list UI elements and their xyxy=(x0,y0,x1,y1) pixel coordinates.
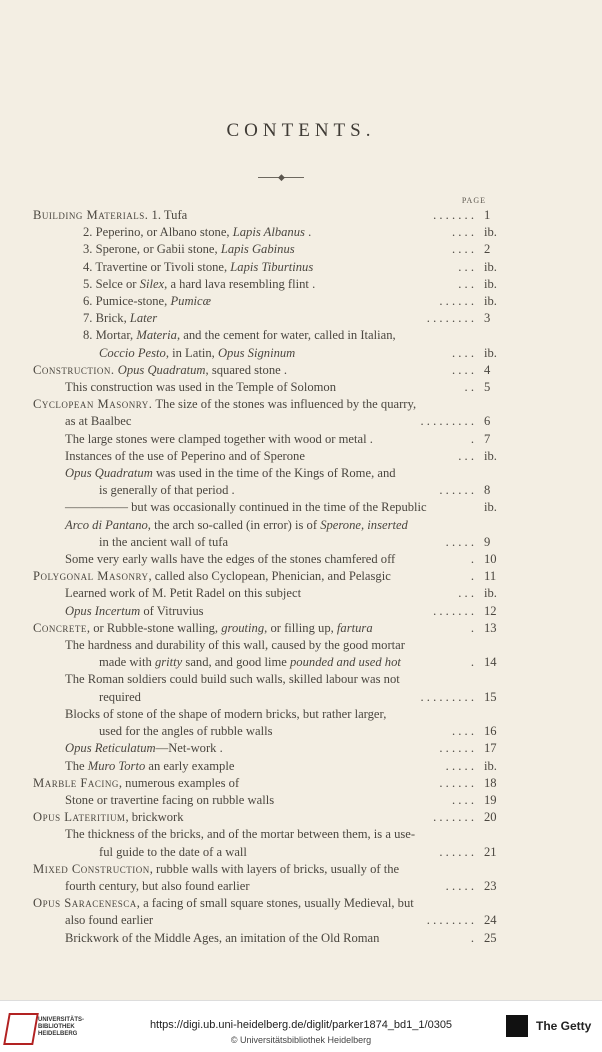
toc-entry xyxy=(33,482,491,499)
toc-entry-text: Marble Facing, numerous examples of xyxy=(33,775,240,790)
toc-entry-text: used for the angles of rubble walls xyxy=(99,724,273,739)
toc-entry-text: Opus Lateritium, brickwork xyxy=(33,810,184,825)
toc-entry xyxy=(33,345,497,362)
toc-page-number: 10 xyxy=(484,552,497,567)
toc-entry xyxy=(33,396,488,413)
toc-entry-text: Cyclopean Masonry. The size of the stones was influenced by the quarry, xyxy=(33,397,417,412)
toc-entry xyxy=(33,637,488,654)
toc-page-number: 11 xyxy=(484,569,497,584)
leader-dots: . xyxy=(470,552,474,567)
leader-dots: . . . . xyxy=(451,724,474,739)
toc-entry xyxy=(33,293,497,310)
leader-dots: . . . xyxy=(458,448,474,463)
toc-entry xyxy=(33,327,488,344)
toc-entry xyxy=(33,895,488,912)
toc-entry-text: Learned work of M. Petit Radel on this subject xyxy=(65,586,302,601)
contents-heading: CONTENTS. xyxy=(226,120,376,141)
leader-dots: . . . . . . . xyxy=(433,603,474,618)
leader-dots: . xyxy=(470,620,474,635)
toc-page-number: 5 xyxy=(484,380,491,395)
toc-page-number: 25 xyxy=(484,930,497,945)
leader-dots: . . . . . xyxy=(445,878,474,893)
toc-page-number: ib. xyxy=(484,500,497,515)
toc-entry-text: fourth century, but also found earlier xyxy=(65,878,250,893)
toc-entry xyxy=(33,499,497,516)
copyright-notice: © Universitätsbibliothek Heidelberg xyxy=(230,1035,372,1045)
toc-page-number: 12 xyxy=(484,603,497,618)
toc-entry-text: 6. Pumice-stone, Pumicæ xyxy=(83,294,212,309)
toc-entry xyxy=(33,534,491,551)
toc-entry-text: Polygonal Masonry, called also Cyclopean, Phenician, and Pelasgic xyxy=(33,569,391,584)
toc-entry-text: Opus Reticulatum—Net-work . xyxy=(65,741,223,756)
toc-entry-text: The large stones were clamped together with wood or metal . xyxy=(65,431,373,446)
leader-dots: . xyxy=(470,655,474,670)
toc-entry xyxy=(33,689,497,706)
partner-name: The Getty xyxy=(536,1019,592,1033)
toc-entry xyxy=(33,620,497,637)
toc-page-number: 23 xyxy=(484,878,497,893)
toc-page-number: 19 xyxy=(484,792,497,807)
leader-dots: . . . . . . . . xyxy=(426,311,474,326)
toc-entry-text: 2. Peperino, or Albano stone, Lapis Albanus . xyxy=(83,225,312,240)
library-line-3: HEIDELBERG xyxy=(38,1031,78,1037)
leader-dots: . xyxy=(470,431,474,446)
leader-dots: . . xyxy=(464,380,474,395)
toc-entry xyxy=(33,379,491,396)
permalink-url[interactable]: https://digi.ub.uni-heidelberg.de/diglit/parker1874_bd1_1/0305 xyxy=(149,1019,453,1031)
toc-entry xyxy=(33,413,491,430)
toc-entry-text: The Muro Torto an early example xyxy=(65,758,235,773)
toc-page-number: 16 xyxy=(484,724,497,739)
toc-entry xyxy=(33,310,491,327)
leader-dots: . . . . . xyxy=(445,758,474,773)
toc-entry-text: is generally of that period . xyxy=(99,483,235,498)
toc-entry xyxy=(33,792,497,809)
toc-entry xyxy=(33,809,497,826)
toc-entry-text: Some very early walls have the edges of the stones chamfered off xyxy=(65,552,396,567)
toc-entry xyxy=(33,844,497,861)
toc-entry-text: in the ancient wall of tufa xyxy=(99,534,229,549)
leader-dots: . . . . . . xyxy=(439,483,474,498)
toc-entry-text: Instances of the use of Peperino and of Sperone xyxy=(65,448,305,463)
toc-page-number: ib. xyxy=(484,448,497,463)
toc-entry xyxy=(33,465,488,482)
leader-dots: . . . . . . xyxy=(439,775,474,790)
toc-page-number: 17 xyxy=(484,741,497,756)
toc-entry-text: Building Materials. 1. Tufa xyxy=(33,208,188,222)
toc-entry-text: ————— but was occasionally continued in the time of the Republic xyxy=(65,500,427,515)
toc-entry xyxy=(33,740,497,757)
toc-entry-text: 8. Mortar, Materia, and the cement for water, called in Italian, xyxy=(83,328,396,343)
page-column-label: PAGE xyxy=(461,196,486,205)
leader-dots: . . . . . . xyxy=(439,844,474,859)
viewer-footer xyxy=(0,1000,602,1052)
toc-entry xyxy=(33,241,491,258)
toc-entry-text: also found earlier xyxy=(65,913,154,928)
toc-entry xyxy=(33,671,488,688)
leader-dots: . . . . . xyxy=(445,534,474,549)
toc-entry-text: The hardness and durability of this wall, caused by the good mortar xyxy=(65,638,405,653)
toc-page-number: 7 xyxy=(484,431,491,446)
leader-dots: . . . . . . . xyxy=(433,810,474,825)
toc-entry xyxy=(33,585,497,602)
leader-dots: . . . . . . xyxy=(439,741,474,756)
leader-dots: . . . . . . . xyxy=(433,208,474,222)
toc-entry xyxy=(33,551,497,568)
leader-dots: . . . xyxy=(458,259,474,274)
toc-entry xyxy=(33,654,497,671)
toc-page-number: 9 xyxy=(484,534,491,549)
toc-page-number: ib. xyxy=(484,276,497,291)
toc-page-number: 21 xyxy=(484,844,497,859)
toc-page-number: 4 xyxy=(484,362,491,377)
toc-page-number: 15 xyxy=(484,689,497,704)
toc-entry xyxy=(33,723,497,740)
toc-entry-text: Mixed Construction, rubble walls with layers of bricks, usually of the xyxy=(33,861,400,876)
toc-entry-text: Blocks of stone of the shape of modern bricks, but rather larger, xyxy=(65,706,387,721)
leader-dots: . xyxy=(470,930,474,945)
leader-dots: . . . . . . . . xyxy=(426,913,474,928)
library-line-1: UNIVERSITÄTS- xyxy=(38,1017,85,1023)
toc-page-number: ib. xyxy=(484,259,497,274)
leader-dots: . . . . xyxy=(451,225,474,240)
toc-entry xyxy=(33,930,497,947)
toc-entry-text: ful guide to the date of a wall xyxy=(99,844,247,859)
toc-entry xyxy=(33,861,488,878)
toc-entry xyxy=(33,207,491,224)
leader-dots: . . . . xyxy=(451,345,474,360)
rule-ornament-icon: ◆ xyxy=(278,172,285,182)
leader-dots: . xyxy=(470,569,474,584)
toc-entry xyxy=(33,517,488,534)
leader-dots: . . . . . . . . . xyxy=(420,414,474,429)
toc-page-number: 3 xyxy=(484,311,491,326)
toc-page-number: 20 xyxy=(484,810,497,825)
toc-entry-text: Stone or travertine facing on rubble walls xyxy=(65,792,275,807)
library-line-2: BIBLIOTHEK xyxy=(38,1024,75,1030)
leader-dots: . . . . . . . . . xyxy=(420,689,474,704)
toc-page-number: 1 xyxy=(484,208,491,222)
toc-page-number: 14 xyxy=(484,655,497,670)
leader-dots: . . . . xyxy=(451,792,474,807)
toc-entry-text: The thickness of the bricks, and of the mortar between them, is a use- xyxy=(65,827,416,842)
toc-entry xyxy=(33,568,497,585)
toc-page-number: 6 xyxy=(484,414,491,429)
leader-dots: . . . . . . xyxy=(439,294,474,309)
toc-entry-text: as at Baalbec xyxy=(65,414,132,429)
toc-entry-text: Construction. Opus Quadratum, squared stone . xyxy=(33,362,288,377)
toc-page-number: ib. xyxy=(484,345,497,360)
toc-page-number: ib. xyxy=(484,758,497,773)
toc-page-number: ib. xyxy=(484,586,497,601)
toc-entry-text: 5. Selce or Silex, a hard lava resembling flint . xyxy=(83,276,316,291)
leader-dots: . . . . xyxy=(451,242,474,257)
toc-entry-text: 7. Brick, Later xyxy=(83,311,158,326)
toc-entry xyxy=(33,603,497,620)
toc-entry-text: Coccio Pesto, in Latin, Opus Signinum xyxy=(99,345,296,360)
table-of-contents xyxy=(33,207,497,947)
toc-entry xyxy=(33,276,497,293)
toc-page-number: 8 xyxy=(484,483,491,498)
toc-entry xyxy=(33,912,497,929)
leader-dots: . . . xyxy=(458,586,474,601)
toc-page-number: 24 xyxy=(484,913,497,928)
toc-page-number: 13 xyxy=(484,620,497,635)
toc-entry-text: Opus Incertum of Vitruvius xyxy=(65,603,204,618)
toc-entry xyxy=(33,758,497,775)
toc-entry xyxy=(33,224,497,241)
toc-entry-text: Opus Saracenesca, a facing of small square stones, usually Medieval, but xyxy=(33,896,414,911)
toc-page-number: 2 xyxy=(484,242,491,257)
toc-entry-text: 3. Sperone, or Gabii stone, Lapis Gabinus xyxy=(83,242,295,257)
toc-entry xyxy=(33,431,491,448)
getty-logo-icon xyxy=(506,1015,528,1037)
toc-entry xyxy=(33,259,497,276)
toc-entry-text: Concrete, or Rubble-stone walling, grouting, or filling up, fartura xyxy=(33,620,373,635)
toc-entry-text: made with gritty sand, and good lime pounded and used hot xyxy=(99,655,401,670)
toc-entry xyxy=(33,878,497,895)
toc-entry-text: Opus Quadratum was used in the time of the Kings of Rome, and xyxy=(65,466,396,481)
toc-entry-text: Brickwork of the Middle Ages, an imitation of the Old Roman xyxy=(65,930,380,945)
toc-entry xyxy=(33,362,491,379)
toc-entry-text: This construction was used in the Temple of Solomon xyxy=(65,380,337,395)
toc-entry-text: required xyxy=(99,689,141,704)
toc-entry xyxy=(33,826,488,843)
leader-dots: . . . xyxy=(458,276,474,291)
toc-entry xyxy=(33,706,488,723)
toc-entry-text: The Roman soldiers could build such walls, skilled labour was not xyxy=(65,672,400,687)
toc-entry xyxy=(33,775,497,792)
leader-dots: . . . . xyxy=(451,362,474,377)
toc-entry xyxy=(33,448,497,465)
toc-entry-text: Arco di Pantano, the arch so-called (in error) is of Sperone, inserted xyxy=(65,517,408,532)
toc-page-number: ib. xyxy=(484,294,497,309)
toc-page-number: 18 xyxy=(484,775,497,790)
toc-page-number: ib. xyxy=(484,225,497,240)
toc-entry-text: 4. Travertine or Tivoli stone, Lapis Tiburtinus xyxy=(83,259,314,274)
